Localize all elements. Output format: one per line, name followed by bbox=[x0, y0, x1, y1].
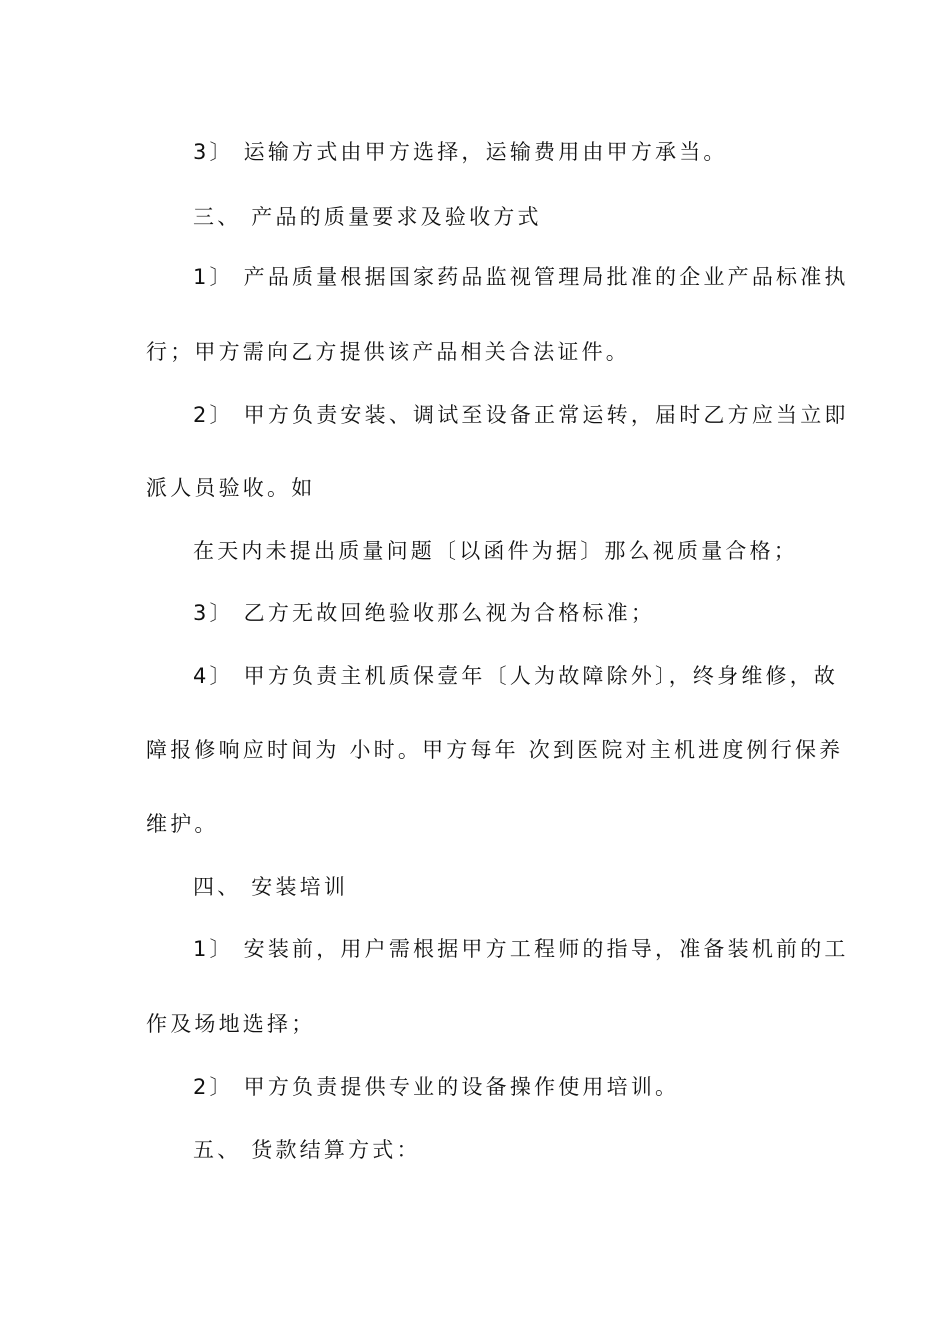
clause-quality-2-cont: 派人员验收。如 bbox=[146, 476, 316, 500]
clause-quality-1-cont: 行；甲方需向乙方提供该产品相关合法证件。 bbox=[146, 340, 630, 364]
clause-transport-3: 3〕 运输方式由甲方选择，运输费用由甲方承当。 bbox=[193, 140, 728, 164]
clause-quality-4-cont: 障报修响应时间为 小时。甲方每年 次到医院对主机进度例行保养 bbox=[146, 738, 844, 762]
section-heading-quality: 三、 产品的质量要求及验收方式 bbox=[193, 205, 542, 229]
clause-installation-1: 1〕 安装前，用户需根据甲方工程师的指导，准备装机前的工 bbox=[193, 937, 849, 961]
section-heading-payment: 五、 货款结算方式： bbox=[193, 1138, 421, 1162]
clause-installation-1-cont: 作及场地选择； bbox=[146, 1012, 316, 1036]
clause-quality-2-cont2: 在天内未提出质量问题〔以函件为据〕那么视质量合格； bbox=[193, 539, 798, 563]
clause-installation-2: 2〕 甲方负责提供专业的设备操作使用培训。 bbox=[193, 1075, 680, 1099]
clause-quality-1: 1〕 产品质量根据国家药品监视管理局批准的企业产品标准执 bbox=[193, 265, 849, 289]
clause-quality-2: 2〕 甲方负责安装、调试至设备正常运转，届时乙方应当立即 bbox=[193, 403, 849, 427]
clause-quality-4: 4〕 甲方负责主机质保壹年〔人为故障除外〕，终身维修，故 bbox=[193, 664, 839, 688]
clause-quality-3: 3〕 乙方无故回绝验收那么视为合格标准； bbox=[193, 601, 656, 625]
section-heading-installation: 四、 安装培训 bbox=[193, 875, 349, 899]
clause-quality-4-cont2: 维护。 bbox=[146, 812, 219, 836]
